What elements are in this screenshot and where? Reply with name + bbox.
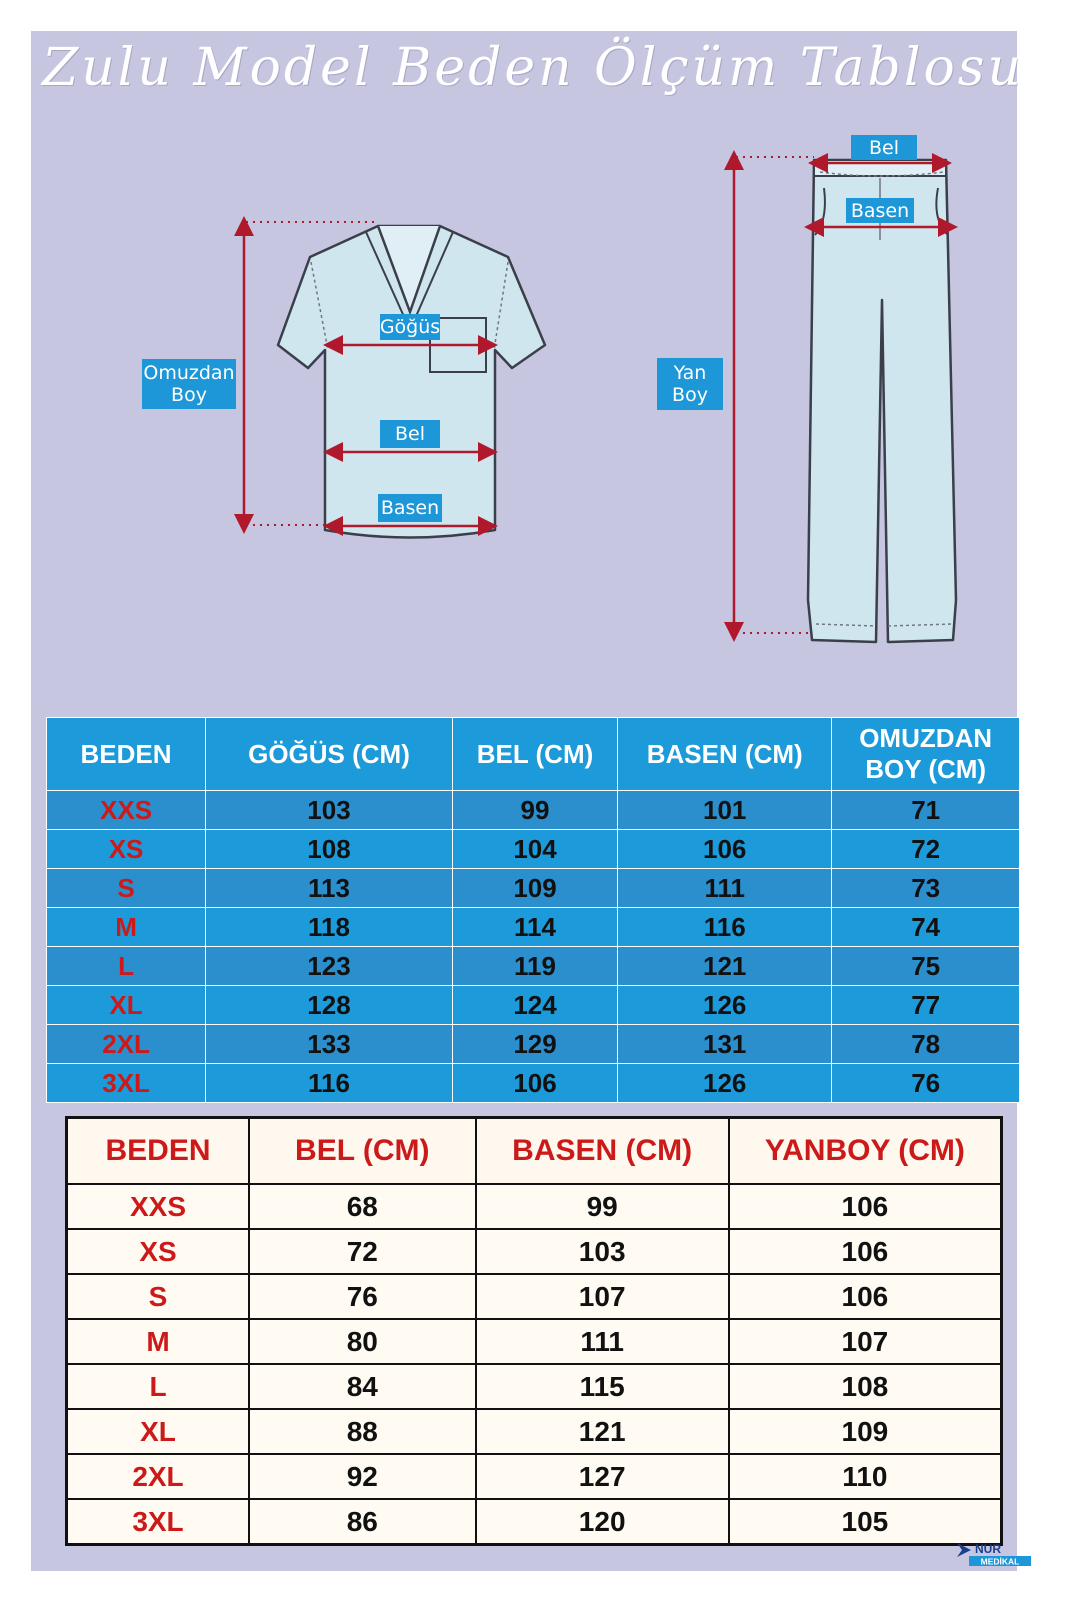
label-pants-waist: Bel [851, 135, 917, 160]
value-cell: 77 [832, 986, 1020, 1025]
value-cell: 116 [618, 908, 832, 947]
header-waist: BEL (CM) [249, 1118, 476, 1185]
table-row [47, 791, 1020, 830]
value-cell: 76 [249, 1274, 476, 1319]
value-cell: 68 [249, 1184, 476, 1229]
size-cell: 2XL [67, 1454, 249, 1499]
value-cell: 110 [729, 1454, 1002, 1499]
header-chest: GÖĞÜS (CM) [206, 718, 453, 791]
value-cell: 88 [249, 1409, 476, 1454]
value-cell: 78 [832, 1025, 1020, 1064]
value-cell: 106 [729, 1274, 1002, 1319]
label-shirt-hip: Basen [378, 494, 442, 522]
table-row [47, 1025, 1020, 1064]
bottom-size-table [65, 1116, 1003, 1546]
size-cell: L [67, 1364, 249, 1409]
value-cell: 111 [618, 869, 832, 908]
label-shoulder-length: Omuzdan Boy [142, 359, 236, 409]
value-cell: 129 [452, 1025, 617, 1064]
table-row [47, 869, 1020, 908]
value-cell: 84 [249, 1364, 476, 1409]
value-cell: 80 [249, 1319, 476, 1364]
value-cell: 106 [729, 1184, 1002, 1229]
size-cell: M [47, 908, 206, 947]
size-cell: XS [67, 1229, 249, 1274]
value-cell: 104 [452, 830, 617, 869]
value-cell: 92 [249, 1454, 476, 1499]
nur-medikal-logo [955, 1540, 1033, 1568]
measurement-diagram [0, 0, 1066, 700]
svg-text:MEDİKAL: MEDİKAL [980, 1556, 1020, 1567]
header-hip: BASEN (CM) [476, 1118, 729, 1185]
size-cell: XXS [67, 1184, 249, 1229]
value-cell: 76 [832, 1064, 1020, 1103]
size-cell: 2XL [47, 1025, 206, 1064]
value-cell: 103 [206, 791, 453, 830]
value-cell: 133 [206, 1025, 453, 1064]
table-row [47, 830, 1020, 869]
value-cell: 74 [832, 908, 1020, 947]
header-shoulder-length: OMUZDAN BOY (CM) [832, 718, 1020, 791]
value-cell: 73 [832, 869, 1020, 908]
size-cell: XL [67, 1409, 249, 1454]
value-cell: 119 [452, 947, 617, 986]
size-cell: XL [47, 986, 206, 1025]
value-cell: 106 [618, 830, 832, 869]
size-cell: M [67, 1319, 249, 1364]
value-cell: 103 [476, 1229, 729, 1274]
value-cell: 131 [618, 1025, 832, 1064]
size-cell: S [67, 1274, 249, 1319]
value-cell: 106 [452, 1064, 617, 1103]
table-row [47, 986, 1020, 1025]
value-cell: 72 [832, 830, 1020, 869]
label-shirt-waist: Bel [380, 420, 440, 448]
table-row [67, 1319, 1002, 1364]
table-row [47, 1064, 1020, 1103]
shirt-illustration [278, 226, 545, 538]
value-cell: 111 [476, 1319, 729, 1364]
table-row [67, 1229, 1002, 1274]
table-row [67, 1454, 1002, 1499]
table-row [67, 1274, 1002, 1319]
value-cell: 116 [206, 1064, 453, 1103]
table-row [47, 947, 1020, 986]
value-cell: 99 [476, 1184, 729, 1229]
value-cell: 126 [618, 1064, 832, 1103]
value-cell: 108 [206, 830, 453, 869]
table-row [67, 1184, 1002, 1229]
value-cell: 120 [476, 1499, 729, 1545]
value-cell: 118 [206, 908, 453, 947]
svg-text:NUR: NUR [975, 1542, 1001, 1556]
value-cell: 105 [729, 1499, 1002, 1545]
value-cell: 123 [206, 947, 453, 986]
value-cell: 126 [618, 986, 832, 1025]
size-cell: XS [47, 830, 206, 869]
value-cell: 109 [729, 1409, 1002, 1454]
value-cell: 106 [729, 1229, 1002, 1274]
table-row [47, 908, 1020, 947]
value-cell: 121 [476, 1409, 729, 1454]
label-pants-hip: Basen [846, 198, 914, 223]
value-cell: 101 [618, 791, 832, 830]
table-header-row [47, 718, 1020, 791]
header-size: BEDEN [67, 1118, 249, 1185]
value-cell: 124 [452, 986, 617, 1025]
value-cell: 71 [832, 791, 1020, 830]
value-cell: 107 [476, 1274, 729, 1319]
label-chest: Göğüs [379, 316, 441, 338]
header-waist: BEL (CM) [452, 718, 617, 791]
page-title: Zulu Model Beden Ölçüm Tablosu [42, 38, 1024, 98]
value-cell: 128 [206, 986, 453, 1025]
value-cell: 99 [452, 791, 617, 830]
table-row [67, 1409, 1002, 1454]
value-cell: 72 [249, 1229, 476, 1274]
value-cell: 114 [452, 908, 617, 947]
header-side-length: YANBOY (CM) [729, 1118, 1002, 1185]
table-row [67, 1364, 1002, 1409]
header-size: BEDEN [47, 718, 206, 791]
size-cell: S [47, 869, 206, 908]
size-cell: 3XL [47, 1064, 206, 1103]
value-cell: 86 [249, 1499, 476, 1545]
value-cell: 127 [476, 1454, 729, 1499]
value-cell: 113 [206, 869, 453, 908]
pants-illustration [808, 160, 956, 642]
size-cell: XXS [47, 791, 206, 830]
value-cell: 115 [476, 1364, 729, 1409]
table-header-row [67, 1118, 1002, 1185]
value-cell: 121 [618, 947, 832, 986]
table-row [67, 1499, 1002, 1545]
value-cell: 109 [452, 869, 617, 908]
label-side-length: Yan Boy [657, 358, 723, 410]
value-cell: 107 [729, 1319, 1002, 1364]
top-size-table [46, 717, 1020, 1103]
size-cell: 3XL [67, 1499, 249, 1545]
value-cell: 108 [729, 1364, 1002, 1409]
header-hip: BASEN (CM) [618, 718, 832, 791]
size-cell: L [47, 947, 206, 986]
value-cell: 75 [832, 947, 1020, 986]
